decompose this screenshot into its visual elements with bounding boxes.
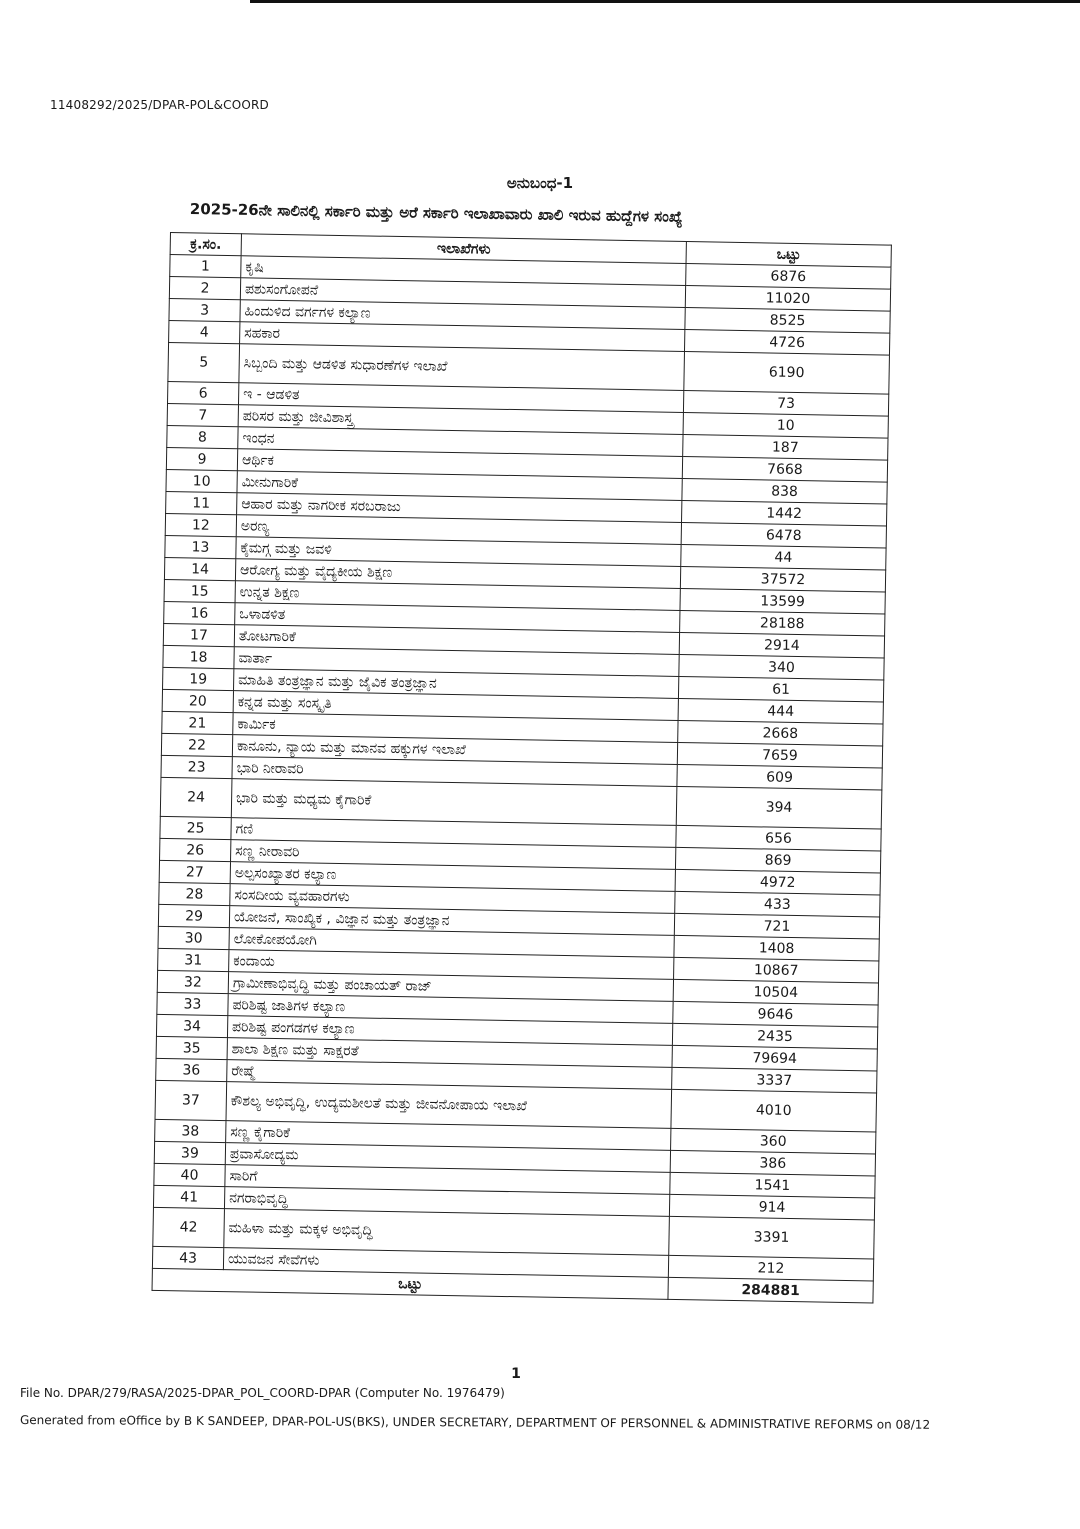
total-cell: 79694 [672,1045,877,1071]
serial-no-cell: 23 [161,755,232,778]
serial-no-cell: 33 [157,992,228,1015]
department-cell: ಸಂಸದೀಯ ವ್ಯವಹಾರಗಳು [230,884,675,914]
total-cell: 1408 [674,935,879,961]
department-cell: ಕೌಶಲ್ಯ ಅಭಿವೃದ್ಧಿ, ಉದ್ಯಮಶೀಲತೆ ಮತ್ತು ಜೀವನೋಪಾಯ ಇಲಾಖೆ [226,1082,672,1129]
total-cell: 7668 [682,456,887,482]
department-cell: ಒಳಾಡಳಿತ [235,603,680,633]
total-cell: 37572 [680,566,885,592]
serial-no-cell: 40 [154,1163,225,1186]
serial-no-cell: 5 [168,342,240,382]
department-cell: ಗ್ರಾಮೀಣಾಭಿವೃದ್ಧಿ ಮತ್ತು ಪಂಚಾಯತ್ ರಾಜ್ [228,972,673,1002]
total-label: ಒಟ್ಟು [152,1268,668,1299]
serial-no-cell: 22 [161,733,232,756]
department-cell: ಆಹಾರ ಮತ್ತು ನಾಗರೀಕ ಸರಬರಾಜು [237,493,682,523]
total-cell: 2914 [679,632,884,658]
total-cell: 8525 [685,308,890,334]
total-cell: 4972 [675,869,880,895]
serial-no-cell: 42 [153,1207,225,1247]
serial-no-cell: 34 [156,1014,227,1037]
serial-no-cell: 6 [168,381,239,404]
serial-no-cell: 7 [167,403,238,426]
total-cell: 7659 [677,742,882,768]
serial-no-cell: 2 [169,277,240,300]
total-cell: 838 [682,478,887,504]
serial-no-cell: 19 [163,667,234,690]
department-cell: ಮೀನುಗಾರಿಕೆ [237,471,682,501]
serial-no-cell: 10 [166,469,237,492]
department-cell: ಆರ್ಥಿಕ [237,449,682,479]
page-number: 1 [511,1366,521,1382]
department-cell: ಭಾರಿ ಮತ್ತು ಮಧ್ಯಮ ಕೈಗಾರಿಕೆ [231,779,677,826]
serial-no-cell: 1 [170,255,241,278]
total-cell: 914 [669,1194,874,1220]
total-cell: 394 [676,786,882,829]
total-cell: 212 [668,1255,873,1281]
department-cell: ಇಂಧನ [238,427,683,457]
department-cell: ಗಣಿ [231,818,676,848]
department-cell: ಕಾನೂನು, ನ್ಯಾಯ ಮತ್ತು ಮಾನವ ಹಕ್ಕುಗಳ ಇಲಾಖೆ [232,735,677,765]
serial-no-cell: 41 [153,1185,224,1208]
total-cell: 3337 [672,1067,877,1093]
vacancy-table [152,232,892,1303]
department-cell: ಪರಿಶಿಷ್ಟ ಜಾತಿಗಳ ಕಲ್ಯಾಣ [228,994,673,1024]
total-value: 284881 [668,1277,873,1303]
serial-no-cell: 37 [155,1080,227,1120]
serial-no-cell: 24 [160,777,232,817]
serial-no-cell: 8 [167,425,238,448]
total-cell: 9646 [673,1001,878,1027]
total-cell: 10504 [673,979,878,1005]
department-cell: ಕೃಷಿ [241,256,686,286]
total-cell: 13599 [680,588,885,614]
serial-no-cell: 14 [164,557,235,580]
total-cell: 73 [683,390,888,416]
serial-no-cell: 31 [158,948,229,971]
department-cell: ಪಶುಸಂಗೋಪನೆ [240,278,685,308]
total-cell: 433 [675,891,880,917]
annex-title: ಅನುಬಂಧ-1 [506,174,574,192]
footer-file-number: File No. DPAR/279/RASA/2025-DPAR_POL_COORD-DPAR (Computer No. 1976479) [20,1386,505,1400]
serial-no-cell: 43 [152,1246,223,1269]
total-cell: 1541 [670,1172,875,1198]
department-cell: ಆರೋಗ್ಯ ಮತ್ತು ವೈದ್ಯಕೀಯ ಶಿಕ್ಷಣ [235,559,680,589]
serial-no-cell: 27 [159,860,230,883]
serial-no-cell: 30 [158,926,229,949]
department-cell: ಅರಣ್ಯ [236,515,681,545]
department-cell: ಮಾಹಿತಿ ತಂತ್ರಜ್ಞಾನ ಮತ್ತು ಜೈವಿಕ ತಂತ್ರಜ್ಞಾನ [234,669,679,699]
department-cell: ಹಿಂದುಳಿದ ವರ್ಗಗಳ ಕಲ್ಯಾಣ [240,300,685,330]
total-cell: 1442 [682,500,887,526]
department-cell: ಕಂದಾಯ [229,950,674,980]
department-cell: ಪರಿಸರ ಮತ್ತು ಜೀವಿಶಾಸ್ತ್ರ [238,405,683,435]
total-cell: 44 [681,544,886,570]
total-cell: 869 [675,847,880,873]
department-cell: ಸಿಬ್ಬಂದಿ ಮತ್ತು ಆಡಳಿತ ಸುಧಾರಣೆಗಳ ಇಲಾಖೆ [239,344,685,391]
total-cell: 4010 [671,1089,877,1132]
total-cell: 444 [678,698,883,724]
serial-no-cell: 21 [162,711,233,734]
department-cell: ಸಣ್ಣ ಕೈಗಾರಿಕೆ [226,1121,671,1151]
total-cell: 609 [677,764,882,790]
serial-no-cell: 29 [158,904,229,927]
serial-no-cell: 20 [162,689,233,712]
serial-no-cell: 28 [159,882,230,905]
serial-no-cell: 17 [163,623,234,646]
total-cell: 187 [683,434,888,460]
total-cell: 340 [679,654,884,680]
department-cell: ರೇಷ್ಮೆ [227,1060,672,1090]
department-cell: ಯೋಜನೆ, ಸಾಂಖ್ಯಿಕ , ವಿಜ್ಞಾನ ಮತ್ತು ತಂತ್ರಜ್ಞಾನ [229,906,674,936]
department-cell: ಇ - ಆಡಳಿತ [238,383,683,413]
total-cell: 11020 [685,286,890,312]
total-cell: 4726 [684,330,889,356]
total-cell: 10867 [674,957,879,983]
department-cell: ಲೋಕೋಪಯೋಗಿ [229,928,674,958]
department-cell: ಯುವಜನ ಸೇವೆಗಳು [223,1248,668,1278]
document-title: 2025-26ನೇ ಸಾಲಿನಲ್ಲಿ ಸರ್ಕಾರಿ ಮತ್ತು ಅರೆ ಸರ್ಕಾರಿ ಇಲಾಖಾವಾರು ಖಾಲಿ ಇರುವ ಹುದ್ದೆಗಳ ಸಂಖ್ಯೆ [189,200,683,226]
serial-no-cell: 9 [166,447,237,470]
reference-number: 11408292/2025/DPAR-POL&COORD [50,98,269,112]
total-cell: 386 [670,1150,875,1176]
department-cell: ಕನ್ನಡ ಮತ್ತು ಸಂಸ್ಕೃತಿ [233,691,678,721]
serial-no-cell: 25 [160,816,231,839]
total-cell: 6478 [681,522,886,548]
serial-no-cell: 38 [155,1119,226,1142]
department-cell: ಪರಿಶಿಷ್ಟ ಪಂಗಡಗಳ ಕಲ್ಯಾಣ [227,1016,672,1046]
department-cell: ಭಾರಿ ನೀರಾವರಿ [232,757,677,787]
total-cell: 3391 [669,1216,875,1259]
department-cell: ಸಾರಿಗೆ [225,1165,670,1195]
department-cell: ನಗರಾಭಿವೃದ್ಧಿ [224,1187,669,1217]
department-cell: ಕಾರ್ಮಿಕ [233,713,678,743]
footer-generated-by: Generated from eOffice by B K SANDEEP, DPAR-POL-US(BKS), UNDER SECRETARY, DEPARTMENT OF PERSONNEL & ADMINISTRATIVE REFORMS on 08/12 [19,1413,931,1432]
serial-no-cell: 39 [154,1141,225,1164]
total-cell: 721 [674,913,879,939]
table-body [152,255,891,1281]
total-cell: 6190 [684,351,890,394]
vacancy-table-container [152,232,890,1303]
serial-no-cell: 36 [156,1058,227,1081]
serial-no-cell: 35 [156,1036,227,1059]
department-cell: ವಾರ್ತಾ [234,647,679,677]
top-border-line [250,0,1080,3]
total-cell: 360 [671,1128,876,1154]
serial-no-cell: 26 [160,838,231,861]
department-cell: ಪ್ರವಾಸೋದ್ಯಮ [225,1143,670,1173]
department-cell: ಉನ್ನತ ಶಿಕ್ಷಣ [235,581,680,611]
serial-no-cell: 3 [169,298,240,321]
serial-no-cell: 11 [166,491,237,514]
serial-no-cell: 12 [165,513,236,536]
serial-no-cell: 18 [163,645,234,668]
serial-no-cell: 4 [169,320,240,343]
department-cell: ಮಹಿಳಾ ಮತ್ತು ಮಕ್ಕಳ ಅಭಿವೃದ್ಧಿ [224,1209,670,1256]
serial-no-cell: 13 [165,535,236,558]
department-cell: ಶಾಲಾ ಶಿಕ್ಷಣ ಮತ್ತು ಸಾಕ್ಷರತೆ [227,1038,672,1068]
total-cell: 2668 [678,720,883,746]
total-cell: 2435 [672,1023,877,1049]
total-cell: 61 [678,676,883,702]
department-cell: ತೋಟಗಾರಿಕೆ [234,625,679,655]
header-total: ಒಟ್ಟು [686,242,891,268]
department-cell: ಕೈಮಗ್ಗ ಮತ್ತು ಜವಳಿ [236,537,681,567]
total-cell: 6876 [686,264,891,290]
header-departments: ಇಲಾಖೆಗಳು [241,234,686,264]
serial-no-cell: 15 [164,579,235,602]
header-serial-no: ಕ್ರ.ಸಂ. [170,233,241,256]
department-cell: ಸಣ್ಣ ನೀರಾವರಿ [231,840,676,870]
department-cell: ಅಲ್ಪಸಂಖ್ಯಾತರ ಕಲ್ಯಾಣ [230,862,675,892]
total-cell: 10 [683,412,888,438]
serial-no-cell: 16 [164,601,235,624]
department-cell: ಸಹಕಾರ [240,322,685,352]
total-cell: 28188 [680,610,885,636]
total-cell: 656 [676,825,881,851]
serial-no-cell: 32 [157,970,228,993]
